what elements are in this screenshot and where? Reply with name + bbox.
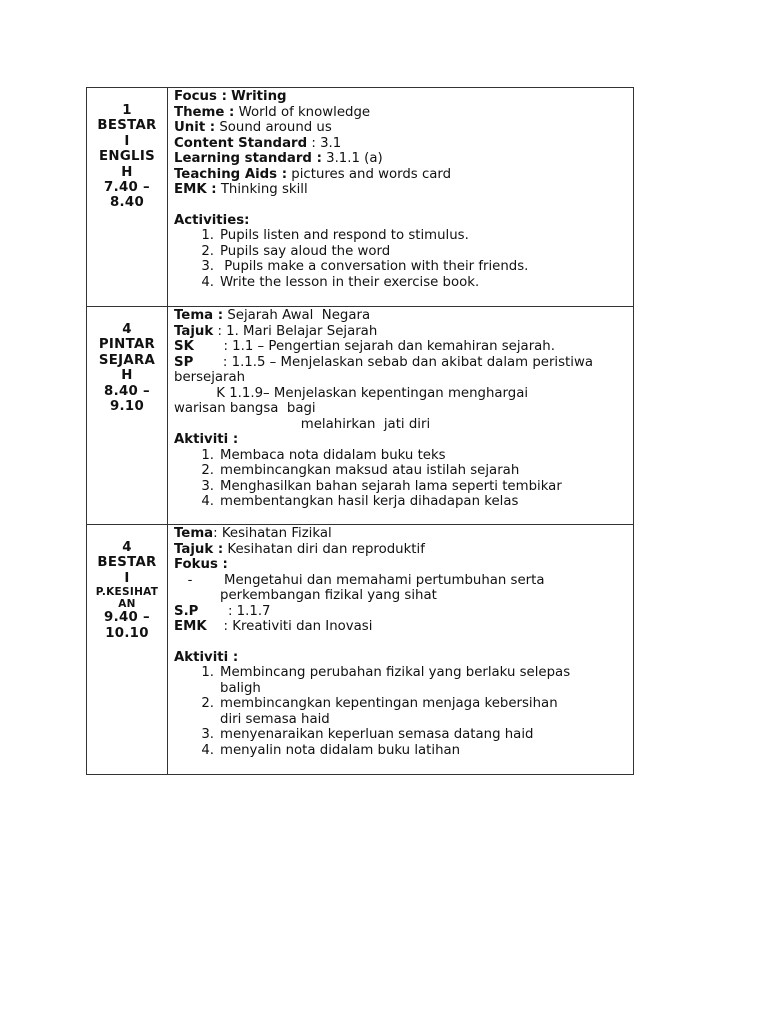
tajuk-value: Kesihatan diri dan reproduktif — [227, 541, 425, 557]
tajuk-line — [174, 542, 633, 558]
list-text: membincangkan kepentingan menjaga kebersihan diri semasa haid — [220, 696, 558, 727]
unit-label: Unit : — [174, 120, 216, 135]
list-item — [174, 727, 574, 743]
tema-label: Tema : — [174, 308, 224, 323]
list-text: Pupils listen and respond to stimulus. — [220, 228, 469, 243]
class-number: 4 — [122, 540, 132, 555]
fokus-heading — [174, 557, 633, 573]
class-number: 1 — [122, 103, 132, 118]
k-line: K 1.1.9– Menjelaskan kepentingan menghargai — [174, 385, 529, 401]
emk-value: Thinking skill — [220, 182, 308, 197]
aktiviti-list — [174, 665, 574, 758]
sp-value: : 1.1.7 — [198, 603, 271, 619]
tajuk-label: Tajuk : — [174, 541, 224, 557]
time-line: 9.10 — [109, 399, 144, 415]
class-name-line: I — [124, 570, 130, 586]
sp-continuation: bersejarah — [174, 370, 246, 385]
theme-value: World of knowledge — [238, 104, 371, 120]
sp-line — [174, 355, 633, 371]
class-info-cell — [87, 88, 168, 307]
emk-value: : Kreativiti dan Inovasi — [206, 619, 373, 634]
list-number: 3. — [201, 259, 214, 274]
lesson-plan-table — [86, 87, 634, 775]
content-standard-label: Content Standard — [174, 135, 308, 151]
subject-line: AN — [118, 598, 136, 611]
emk-label: EMK : — [174, 182, 217, 197]
tema-value: : Kesihatan Fizikal — [213, 526, 332, 541]
content-standard-value: : 3.1 — [311, 135, 342, 151]
list-text: Pupils make a conversation with their friends. — [220, 259, 529, 274]
list-item — [174, 665, 574, 696]
sp-label: SP — [174, 354, 194, 370]
tema-value: Sejarah Awal Negara — [227, 308, 371, 323]
sp-label: S.P — [174, 603, 199, 619]
table-row — [87, 525, 634, 775]
list-item — [174, 494, 633, 510]
list-text: membentangkan hasil kerja dihadapan kelas — [220, 494, 519, 509]
subject-line: SEJARA — [98, 352, 156, 368]
focus-label: Focus : — [174, 89, 227, 104]
time-line: 10.10 — [105, 625, 149, 641]
time-line: 8.40 – — [104, 383, 150, 399]
list-number: 3. — [201, 727, 214, 742]
time-line: 9.40 – — [104, 610, 150, 626]
unit-line — [174, 120, 633, 136]
list-text: menyenaraikan keperluan semasa datang haid — [220, 727, 534, 742]
list-item — [174, 743, 574, 759]
tema-line — [174, 526, 633, 542]
list-text: Membincang perubahan fizikal yang berlaku selepas baligh — [220, 665, 571, 696]
theme-label: Theme : — [174, 104, 235, 120]
class-info-cell — [87, 525, 168, 775]
tajuk-label: Tajuk — [174, 323, 214, 339]
list-text: Write the lesson in their exercise book. — [220, 274, 480, 290]
list-item — [174, 479, 633, 495]
subject-line: H — [121, 164, 133, 180]
class-name-line: PINTAR — [98, 337, 156, 353]
aktiviti-label: Aktiviti : — [174, 649, 239, 665]
list-item — [174, 696, 574, 727]
time-line: 8.40 — [109, 195, 144, 211]
tajuk-line — [174, 324, 633, 340]
list-text: Pupils say aloud the word — [220, 243, 391, 259]
sp-line — [174, 604, 633, 620]
k-line: warisan bangsa bagi — [174, 401, 316, 416]
list-text: Menghasilkan bahan sejarah lama seperti tembikar — [220, 478, 562, 494]
sk-label: SK — [174, 339, 194, 354]
table-row — [87, 88, 634, 307]
list-item — [174, 463, 633, 479]
teaching-aids-line — [174, 167, 633, 183]
lesson-details-cell — [168, 525, 634, 775]
content-standard-line — [174, 136, 633, 152]
list-item — [174, 228, 633, 244]
list-number: 2. — [201, 243, 214, 259]
emk-line — [174, 619, 633, 635]
emk-line — [174, 182, 633, 198]
activities-label: Activities: — [174, 212, 250, 228]
list-number: 1. — [201, 228, 214, 243]
lesson-details-cell — [168, 307, 634, 525]
aktiviti-list — [174, 448, 633, 510]
list-number: 4. — [201, 742, 214, 758]
learning-standard-value: 3.1.1 (a) — [326, 151, 383, 166]
sk-value: : 1.1 – Pengertian sejarah dan kemahiran sejarah. — [193, 339, 555, 354]
list-number: 1. — [201, 447, 214, 463]
list-item — [174, 275, 633, 291]
subject-line: P.KESIHAT — [95, 586, 159, 599]
tema-label: Tema — [174, 526, 214, 541]
focus-value: Writing — [231, 89, 287, 104]
list-number: 3. — [201, 478, 214, 494]
time-line: 7.40 – — [104, 180, 150, 196]
fokus-text-cont: perkembangan fizikal yang sihat — [220, 588, 437, 603]
class-info-cell — [87, 307, 168, 525]
list-text: Membaca nota didalam buku teks — [220, 447, 446, 463]
list-text: membincangkan maksud atau istilah sejarah — [220, 463, 520, 478]
list-item — [174, 244, 633, 260]
class-name-line: BESTAR — [97, 118, 157, 134]
class-number: 4 — [122, 322, 132, 337]
list-number: 2. — [201, 696, 214, 711]
class-name-line: BESTAR — [97, 555, 157, 571]
aktiviti-label: Aktiviti : — [174, 432, 239, 447]
activities-heading — [174, 213, 633, 229]
tajuk-value: : 1. Mari Belajar Sejarah — [217, 323, 378, 339]
aktiviti-heading — [174, 650, 633, 666]
class-name-line: I — [124, 133, 130, 149]
unit-value: Sound around us — [219, 120, 332, 135]
list-item — [174, 448, 633, 464]
teaching-aids-label: Teaching Aids : — [174, 166, 288, 182]
activities-list — [174, 228, 633, 290]
subject-line: ENGLIS — [99, 149, 155, 165]
learning-standard-label: Learning standard : — [174, 151, 322, 166]
lesson-details-cell — [168, 88, 634, 307]
list-number: 4. — [201, 274, 214, 290]
sp-value: : 1.1.5 – Menjelaskan sebab dan akibat dalam peristiwa — [193, 354, 593, 370]
learning-standard-line — [174, 151, 633, 167]
tema-line — [174, 308, 633, 324]
k-line: melahirkan jati diri — [174, 416, 431, 432]
focus-line — [174, 89, 633, 105]
list-number: 1. — [201, 665, 214, 680]
fokus-text: Mengetahui dan memahami pertumbuhan serta — [224, 572, 545, 588]
subject-line: H — [121, 368, 133, 384]
fokus-item — [174, 573, 633, 589]
sk-line — [174, 339, 633, 355]
list-item — [174, 259, 633, 275]
list-text: menyalin nota didalam buku latihan — [220, 742, 461, 758]
list-number: 2. — [201, 463, 214, 478]
teaching-aids-value: pictures and words card — [291, 166, 452, 182]
dash-bullet: - — [187, 572, 193, 588]
fokus-label: Fokus : — [174, 557, 228, 572]
aktiviti-heading — [174, 432, 633, 448]
theme-line — [174, 105, 633, 121]
emk-label: EMK — [174, 619, 207, 634]
list-number: 4. — [201, 494, 214, 509]
table-row — [87, 307, 634, 525]
